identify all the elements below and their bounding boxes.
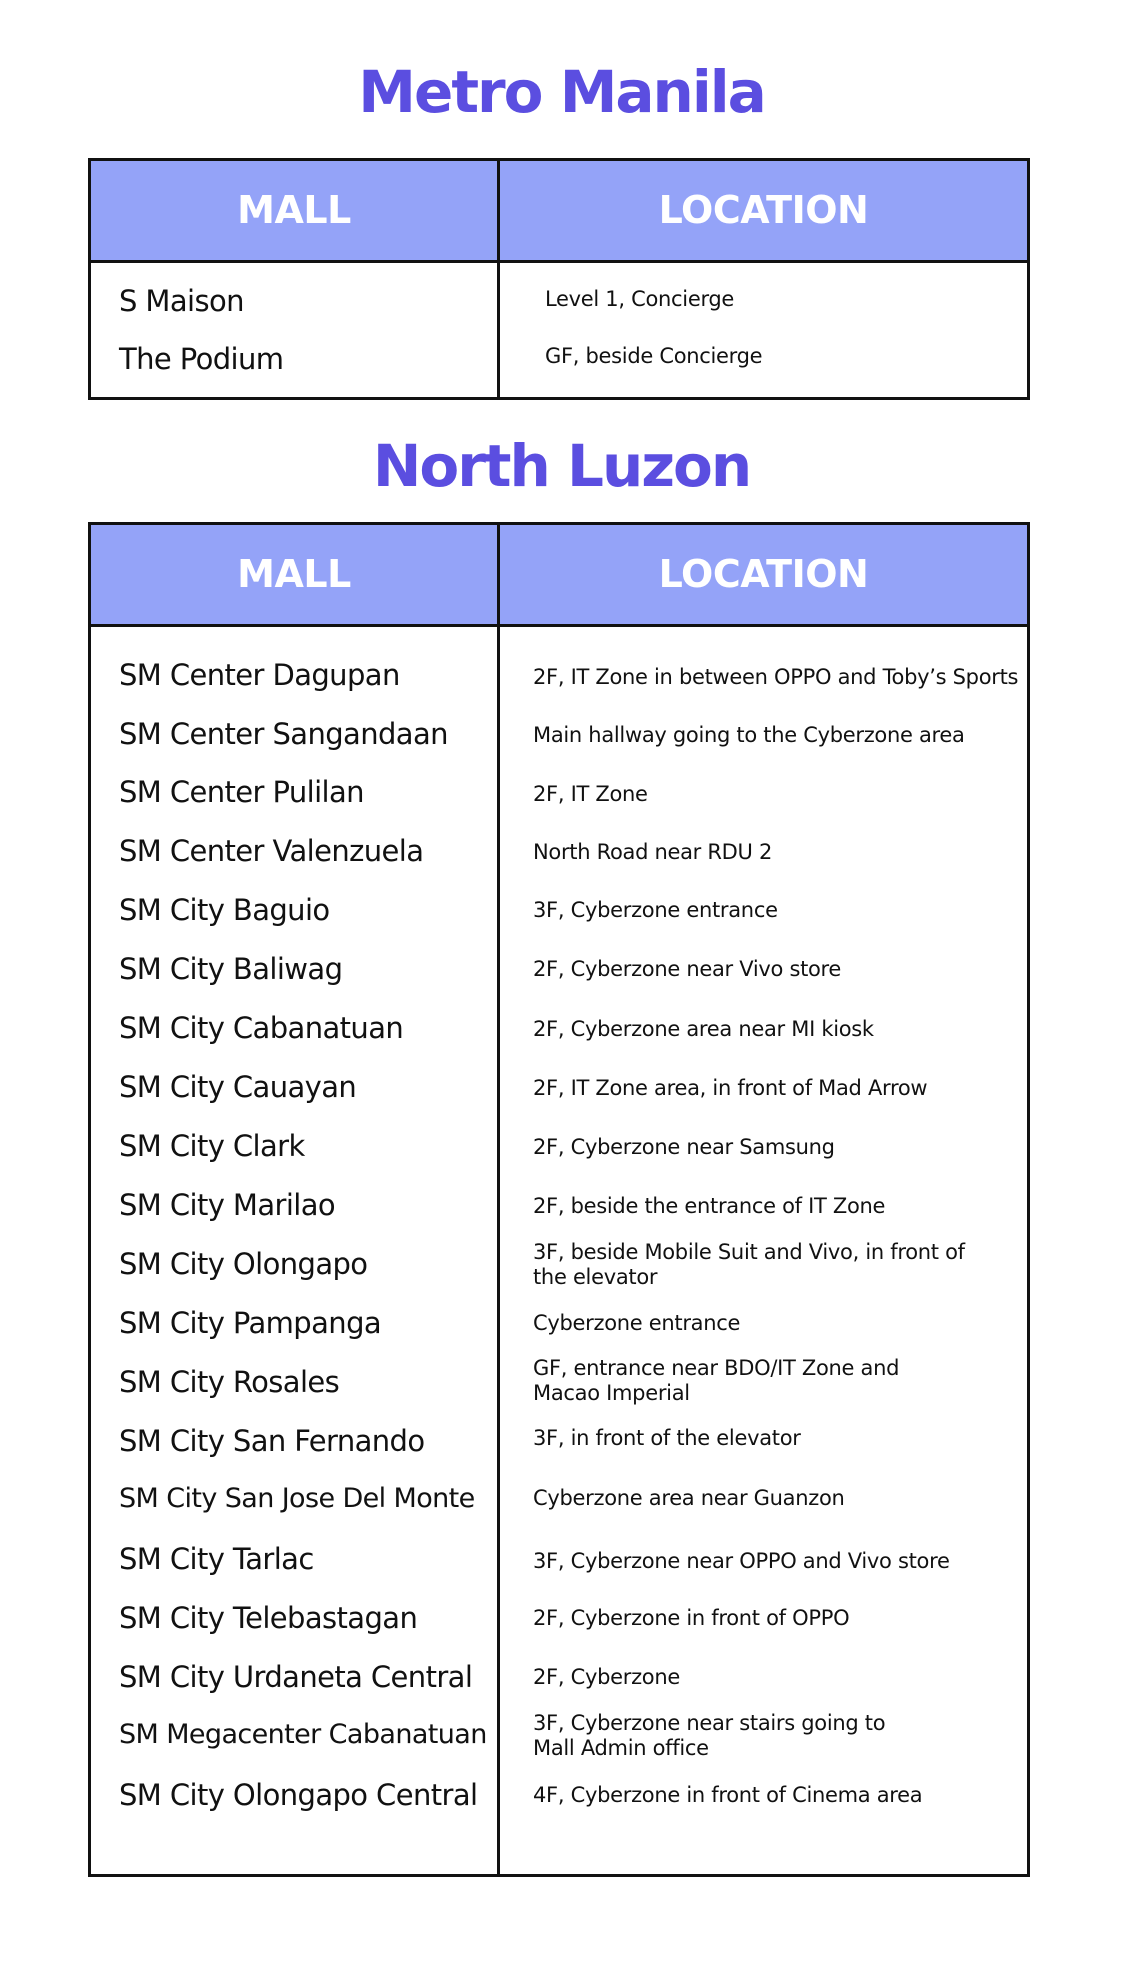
mall-name: SM City Olongapo: [119, 1247, 368, 1281]
mall-location: 2F, IT Zone: [533, 782, 648, 806]
mall-location: GF, beside Concierge: [545, 344, 763, 368]
mall-location: Level 1, Concierge: [545, 287, 735, 311]
mall-location: 2F, Cyberzone near Samsung: [533, 1135, 835, 1159]
mall-location: 2F, Cyberzone in front of OPPO: [533, 1606, 850, 1630]
mall-name: SM City Telebastagan: [119, 1601, 418, 1635]
column-header-mall: MALL: [237, 188, 351, 232]
mall-location: 2F, IT Zone area, in front of Mad Arrow: [533, 1076, 928, 1100]
mall-location: 2F, beside the entrance of IT Zone: [533, 1194, 886, 1218]
mall-location: 2F, Cyberzone: [533, 1665, 680, 1689]
mall-name: SM City Tarlac: [119, 1542, 314, 1576]
section-title-metro-manila: Metro Manila: [358, 58, 765, 126]
mall-location: 4F, Cyberzone in front of Cinema area: [533, 1783, 923, 1807]
metro-manila-table: [88, 158, 1030, 400]
north-luzon-table: [88, 522, 1030, 1877]
column-divider: [497, 161, 500, 397]
table-header: [91, 525, 1027, 627]
mall-name: SM City Clark: [119, 1129, 305, 1163]
mall-location: 3F, Cyberzone near stairs going to Mall Admin office: [533, 1711, 886, 1760]
mall-name: SM Megacenter Cabanatuan: [119, 1719, 487, 1750]
mall-location: 3F, Cyberzone entrance: [533, 898, 778, 922]
mall-location: 3F, in front of the elevator: [533, 1426, 801, 1450]
mall-name: SM City San Jose Del Monte: [119, 1483, 475, 1514]
column-header-location: LOCATION: [658, 188, 869, 232]
mall-location: North Road near RDU 2: [533, 840, 773, 864]
mall-name: SM City San Fernando: [119, 1424, 425, 1458]
mall-name: SM City Baguio: [119, 893, 330, 927]
mall-location: Cyberzone entrance: [533, 1311, 741, 1335]
mall-name: SM City Marilao: [119, 1188, 336, 1222]
mall-name: SM City Cabanatuan: [119, 1011, 404, 1045]
mall-name: The Podium: [119, 342, 284, 376]
mall-location: 2F, Cyberzone area near MI kiosk: [533, 1017, 874, 1041]
mall-location: Cyberzone area near Guanzon: [533, 1486, 845, 1510]
mall-location: 2F, IT Zone in between OPPO and Toby’s Sports: [533, 665, 1019, 689]
mall-location: Main hallway going to the Cyberzone area: [533, 723, 965, 747]
mall-name: SM City Pampanga: [119, 1306, 382, 1340]
mall-name: SM Center Pulilan: [119, 775, 364, 809]
column-divider: [497, 525, 500, 1874]
mall-name: SM City Baliwag: [119, 952, 343, 986]
mall-name: SM City Cauayan: [119, 1070, 357, 1104]
mall-name: SM City Urdaneta Central: [119, 1660, 473, 1694]
mall-name: SM City Rosales: [119, 1365, 340, 1399]
mall-location: GF, entrance near BDO/IT Zone and Macao Imperial: [533, 1356, 900, 1405]
mall-name: S Maison: [119, 284, 244, 318]
mall-location: 3F, Cyberzone near OPPO and Vivo store: [533, 1549, 950, 1573]
mall-name: SM Center Sangandaan: [119, 717, 448, 751]
column-header-mall: MALL: [237, 552, 351, 596]
column-header-location: LOCATION: [658, 552, 869, 596]
mall-name: SM City Olongapo Central: [119, 1778, 478, 1812]
mall-name: SM Center Valenzuela: [119, 834, 424, 868]
table-header: [91, 161, 1027, 263]
section-title-north-luzon: North Luzon: [372, 432, 751, 500]
mall-location: 2F, Cyberzone near Vivo store: [533, 957, 842, 981]
mall-location: 3F, beside Mobile Suit and Vivo, in front of the elevator: [533, 1240, 965, 1289]
mall-name: SM Center Dagupan: [119, 658, 400, 692]
